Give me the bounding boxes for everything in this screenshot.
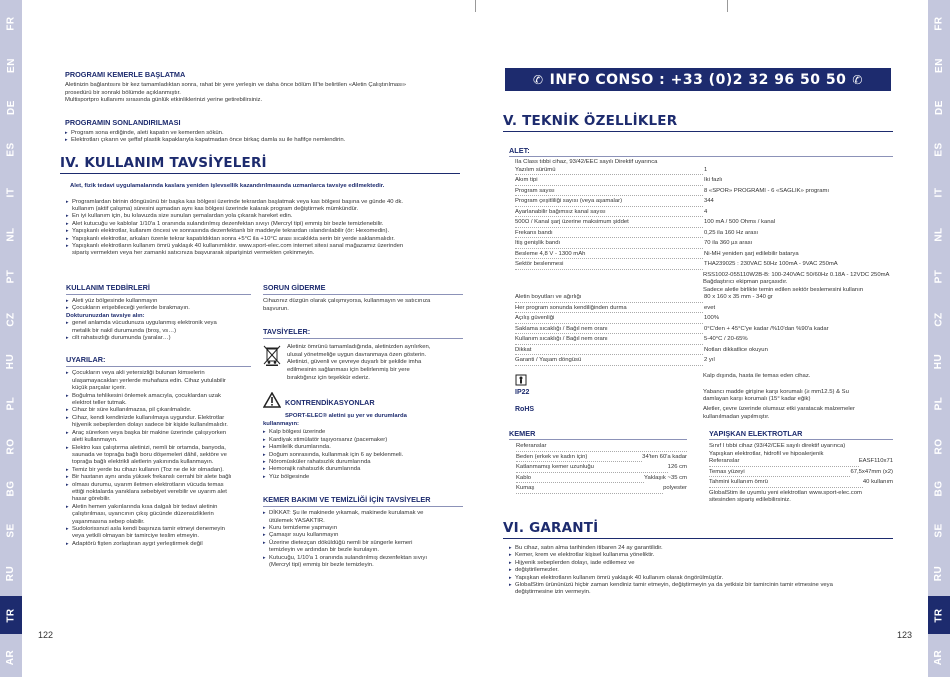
spec-value: İki fazlı [704, 177, 723, 184]
warning-item: ▸ Çocukların veya akli yetersizliği bulunan kimselerin [66, 370, 251, 377]
program-connect-line: prosedürü bir sonraki bölümde açıklanmıştır. [65, 89, 181, 96]
warning-item: ▸ Elektro kas çalıştırma aletinizi, nemli bir ortamda, banyoda, [66, 445, 251, 452]
spec-value: 344 [704, 198, 714, 205]
language-tab-label: NL [5, 227, 17, 242]
section-technical-specs [503, 113, 893, 421]
warning-item: elektrot teller tutmak. [72, 400, 127, 407]
contraindications-title: KONTRENDİKASYONLAR [285, 398, 375, 408]
spec-value: 4 [704, 208, 708, 215]
warning-item: küçük parçalar içerir. [72, 385, 127, 392]
ip22-icon: IP22 [515, 388, 530, 396]
spec-value: 100% [704, 315, 720, 322]
spec-key: Beden (erkek ve kadın için) [516, 454, 642, 463]
restrictions-note-label: Dokturunuzdan tavsiye alın: [66, 312, 145, 319]
language-tab-ru [0, 554, 22, 592]
spec-row [516, 464, 687, 475]
contraindications-subtitle: kullanmayın: [263, 420, 300, 427]
program-end-item: ▸ Program sona erdiğinde, aleti kapatın ve kemerden sökün. [65, 130, 460, 137]
spec-value: 2 yıl [704, 357, 715, 364]
program-connect-line: Aletinizin bağlantısını bir kez tamamladıktan sonra, rahat bir yere yerleşin ve daha önce bölüm III'te belirtilen «Aletin Çalıştırılması» [65, 82, 406, 88]
spec-row [515, 305, 893, 316]
spec-row [515, 315, 893, 326]
usage-advice-item: ▸ Yapışkanlı elektrotların kullanım ömrü yaklaşık 40 kullanımlıktır. www.sport-elec.com internet sitesi sanal mağazamız üzerinden [66, 243, 460, 250]
language-tab-label: DE [5, 100, 17, 116]
spec-value: 1 [704, 166, 708, 173]
warning-item: ▸ Boğulma tehlikesini önlemek amacıyla, çocuklardan uzak [66, 393, 251, 400]
spec-key: Katlanmamış kemer uzunluğu [516, 464, 668, 473]
warning-item: saunada ve toprağa bağlı boru döşemeleri dâhil, sektöre ve [72, 451, 227, 458]
warning-item: toprağa bağlı elektrikli aletlerin yakınında kullanmayın. [72, 459, 214, 466]
spec-key: Frekans bandı [515, 230, 703, 239]
usage-advice-item: ▸ Alet kutucuğu ve kablolar 1/10'a 1 oranında sulandırılmış dezenfektan sıvıyı (Mercryl tipi) emmiş bir bezle temizlenebilir. [66, 221, 460, 228]
top-crop-mark [475, 0, 476, 12]
spec-key: Saklama sıcaklığı / Bağıl nem oranı [515, 326, 703, 335]
spec-row [515, 209, 893, 220]
usage-advice-item: kullanım (aktif çalışma) süresini aşmadan aynı kas bölgesi üzerinde kalarak program değiştirmek mümkündür. [72, 206, 359, 212]
left-column-lower [66, 283, 251, 548]
symbol-desc: damlayan karşı korumalı (15° kadar eğik) [703, 396, 811, 403]
section-guarantee [503, 520, 893, 597]
symbol-desc: Yabancı madde girişine karşı korumalı (≥ mm12.5) & Su [703, 388, 849, 395]
restrictions-note-item: ▸ cilt rahatsızlığı durumunda (yaralar…) [66, 335, 251, 342]
spec-row [515, 230, 893, 241]
spec-key: Ayarlanabilir bağımsız kanal sayısı [515, 209, 703, 218]
phone-icon: ✆ [533, 72, 544, 87]
guarantee-item: ▸ değiştirilemezler. [509, 567, 893, 574]
guarantee-title: VI. GARANTİ [503, 520, 599, 536]
warning-item: ▸ Cihaz bir süre kullanılmazsa, pil çıkarılmalıdır. [66, 407, 251, 414]
electrodes-line: sitesinden sipariş edilebilirsiniz. [709, 497, 791, 504]
language-tab-label: ES [933, 142, 945, 158]
language-tab-nl [0, 216, 22, 254]
language-tab-cz [928, 300, 950, 338]
warnings-title: UYARILAR: [66, 355, 106, 365]
device-title: ALET: [509, 146, 530, 155]
language-tab-label: FR [5, 15, 17, 31]
maintenance-item: ▸ Üzerine dietezçan döküldüğü nemli bir süngerle kemeri [263, 540, 463, 547]
contraindications-subtitle: SPORT-ELEC® aletini şu yer ve durumlarda [285, 413, 407, 420]
usage-advice-intro: Alet, fizik tedavi uygulamalarında kaslara yeniden işlevsellik kazandırılmasında uzmanlarca tavsiye edilmektedir. [70, 183, 385, 189]
language-tab-hu [0, 343, 22, 381]
maintenance-item: ütülemek YASAKTIR. [269, 517, 325, 524]
language-tab-label: PT [5, 269, 17, 284]
spec-value: 5-40°C / 20-65% [704, 336, 748, 343]
spec-row [515, 240, 893, 251]
spec-row [515, 336, 893, 347]
spec-key: Sektör beslenmesi [515, 261, 703, 270]
language-tab-cz [0, 300, 22, 338]
usage-advice-item: sipariş vermekten veya her zamanki satıcınıza başvurarak siparişinizi vermekten çekinmeyin. [72, 250, 315, 257]
contraindication-item: ▸ Kardiyak stimülatör taşıyorsanız (pacemaker) [263, 437, 463, 444]
language-tab-it [928, 173, 950, 211]
restrictions-item: ▸ Çocukların erişebileceği yerlerde bırakmayın. [66, 305, 251, 312]
language-tab-de [928, 89, 950, 127]
maintenance-item: ▸ DİKKAT: Şu ile makinede yıkamak, makinede kurulamak ve [263, 510, 463, 517]
contraindication-item: ▸ Doğum sonrasında, kullanmak için 6 ay beklenmeli. [263, 452, 463, 459]
usage-advice-item: ▸ En iyi kullanım için, bu kılavuzda size sunulan şemalardan yola çıkarak hareket edin. [66, 213, 460, 220]
warning-triangle-icon [263, 392, 285, 413]
language-tabs-right [928, 0, 950, 677]
contraindication-item: ▸ Hamilelik durumlarında. [263, 444, 463, 451]
language-tab-label: EN [933, 57, 945, 73]
language-tab-label: AR [933, 649, 945, 666]
rohs-icon: RoHS [515, 406, 535, 414]
language-tab-label: TR [5, 608, 17, 623]
language-tab-label: HU [933, 353, 945, 370]
spec-value: 0°C'den + 45°C'ye kadar /%10'dan %90'a kadar [704, 325, 829, 332]
language-tab-fr [928, 4, 950, 42]
language-tab-label: PL [933, 396, 945, 411]
troubleshoot-line: başvurun. [263, 305, 289, 312]
electrodes-title: YAPIŞKAN ELEKTROTLAR [709, 429, 803, 438]
language-tab-en [0, 46, 22, 84]
symbol-desc: kullanılmadan yapılmıştır. [703, 413, 770, 420]
electrodes-line: GlobalStim ile uyumlu yeni elektrotları www.sport-elec.com [709, 489, 862, 496]
weee-bin-icon [263, 344, 287, 382]
spec-value: 80 x 160 x 35 mm - 340 gr [704, 294, 773, 301]
spec-key: Dikkat [515, 347, 703, 356]
spec-key: Yazılım sürümü [515, 167, 703, 176]
language-tab-label: RO [5, 438, 17, 455]
program-connect-title: PROGRAMI KEMERLE BAŞLATMA [65, 70, 186, 79]
language-tab-ru [928, 554, 950, 592]
program-end-item: ▸ Elektrotları çıkarın ve şeffaf plastik kapaklarıyla kapatmadan önce birkaç damla su ile hafifçe nemlendirin. [65, 137, 460, 144]
info-conso-banner [505, 68, 891, 91]
recycle-line: ulusal yönetmeliğe uygun davranmaya özen gösterin. [287, 351, 427, 358]
belt-title: KEMER [509, 429, 536, 438]
spec-value: 0,25 ila 160 Hz arası [704, 229, 759, 236]
spec-key: Program çeşitliliği sayısı (veya aşamalar) [515, 198, 703, 207]
language-tab-se [0, 512, 22, 550]
spec-value: 40 kullanım [862, 479, 893, 486]
spec-key: Aletin boyutları ve ağırlığı [515, 294, 703, 303]
info-conso-text: INFO CONSO : +33 (0)2 32 96 50 50 [549, 71, 847, 88]
warning-item: ulaşamayacakları yerlerde muhafaza edin. Cihaz yutulabilir [72, 377, 226, 384]
maintenance-item: ▸ Kutucuğu, 1/10'a 1 oranında sulandırılmış dezenfektan sıvıyı [263, 555, 463, 562]
warning-item: ▸ Adaptörü fişten zorlaştıran aygıt yerleştirmek değil [66, 541, 251, 548]
language-tab-label: CZ [5, 312, 17, 327]
spec-value: polyester [663, 485, 687, 491]
language-tab-label: BG [5, 480, 17, 497]
language-tab-label: FR [933, 15, 945, 31]
spec-value: Notları dikkatlice okuyun [704, 346, 768, 353]
recycle-title: TAVSİYELER: [263, 327, 311, 337]
spec-row [515, 261, 893, 272]
section-program-end [65, 118, 460, 145]
spec-key: Program sayısı [515, 188, 703, 197]
spec-key: Besleme 4,8 V - 1300 mAh [515, 251, 703, 260]
spec-row [709, 469, 893, 480]
warning-item: hijyenik sebeplerden dolayı sadece bir kişide kullanılmalıdır. [72, 422, 228, 429]
page-number-right: 123 [897, 630, 913, 640]
contraindication-item: ▸ Nöromüsküler rahatsızlık durumlarında [263, 459, 463, 466]
language-tab-pl [928, 385, 950, 423]
warning-item: ▸ Aletin hemen yakınlarında kısa dalgalı bir tedavi aletinin [66, 504, 251, 511]
guarantee-item: değiştirmesine izin vermeyin. [515, 589, 591, 596]
supply-extra-line: RSS1002-055110W2B-B: 100-240VAC 50/60Hz 0.18A - 12VDC 250mA [703, 271, 890, 278]
supply-extra-line: Bağdaştırıcı ekipman parçasıdır. [703, 279, 788, 286]
spec-key: Temas yüzeyi [709, 469, 850, 478]
language-tab-label: CZ [933, 312, 945, 327]
spec-value: 100 mA / 500 Ohms / kanal [704, 219, 776, 226]
left-page-right-column [263, 283, 463, 569]
technical-specs-title: V. TEKNİK ÖZELLİKLER [503, 113, 678, 129]
spec-key: Referanslar [516, 443, 687, 452]
language-tab-label: IT [933, 187, 945, 198]
language-tab-label: HU [5, 353, 17, 370]
spec-key: Kumaş [516, 485, 663, 494]
warning-item: ▸ Temiz bir yerde bu cihazı kullanın (Toz ne de kir olmadan). [66, 467, 251, 474]
guarantee-item: ▸ Hijyenik sebeplerden dolayı, iade edilemez ve [509, 560, 893, 567]
spec-value: evet [704, 304, 716, 311]
spec-key: Açılış güvenliği [515, 315, 703, 324]
language-tab-ar [0, 639, 22, 677]
usage-advice-item: ▸ Programlardan birinin döngüsünü bir başka kas bölgesi üzerinde tekrardan başlatmak veya kas bölgesi başına ve günde 40 dk. [66, 199, 460, 206]
language-tab-hu [928, 343, 950, 381]
language-tabs-left [0, 0, 22, 677]
contraindication-item: ▸ Yüz bölgesinde [263, 474, 463, 481]
language-tab-label: RU [5, 565, 17, 581]
recycle-line: bıraktığınız için teşekkür ederiz. [287, 374, 370, 381]
spec-value: 67,5x47mm (x2) [850, 468, 893, 475]
language-tab-bg [0, 469, 22, 507]
warning-item: yaşanmasına sebep olabilir. [72, 518, 145, 525]
spec-row [515, 167, 893, 178]
usage-advice-title: IV. KULLANIM TAVSİYELERİ [60, 155, 267, 171]
language-tab-label: PT [933, 269, 945, 284]
maintenance-title: KEMER BAKIMI VE TEMİZLİĞİ İÇİN TAVSİYELER [263, 495, 431, 505]
spec-key: Garanti / Yaşam döngüsü [515, 357, 703, 366]
program-end-title: PROGRAMIN SONLANDIRILMASI [65, 118, 181, 127]
language-tab-se [928, 512, 950, 550]
program-connect-line: Multisportpro kullanımı sırasında günlük etkinliklerinizi yerine getirebilirsiniz. [65, 97, 263, 104]
maintenance-item: (Mercryl tipi) emmiş bir bezle temizleyin. [269, 562, 374, 569]
phone-icon: ✆ [852, 72, 863, 87]
spec-row [515, 198, 893, 209]
top-crop-mark [727, 0, 728, 12]
spec-value: EASF110x71 [858, 458, 893, 465]
spec-key: Kullanım sıcaklığı / Bağıl nem oranı [515, 336, 703, 345]
page-number-left: 122 [38, 630, 54, 640]
maintenance-item: ▸ Kuru temizleme yapmayın [263, 525, 463, 532]
language-tab-label: SE [5, 523, 17, 538]
spec-row [709, 458, 893, 469]
guarantee-item: ▸ Yapışkan elektrotların kullanım ömrü yaklaşık 40 kullanım olarak öngörülmüştür. [509, 575, 893, 582]
language-tab-label: DE [933, 100, 945, 116]
restrictions-note-item: metalik bir nakil durumunda (broş, vs…) [72, 327, 177, 334]
guarantee-item: ▸ GlobalStim ürününüzü hiçbir zaman kendiniz tamir etmeyin, değiştirmeyin ya da yetkisiz bir tamircinin tamir etmesine veya [509, 582, 893, 589]
language-tab-label: AR [5, 649, 17, 666]
language-tab-nl [928, 216, 950, 254]
warning-item: ▸ Araç sürerken veya başka bir makine üzerinde çalışıyorken [66, 430, 251, 437]
restrictions-note-item: ▸ genel anlamda vücudunuza uygulanmış elektronik veya [66, 320, 251, 327]
language-tab-tr [928, 596, 950, 634]
recycle-line: edilmesinin sağlanması için belirlenmiş bir yere [287, 366, 410, 373]
spec-row [516, 485, 687, 496]
warning-item: çalıştırılması, uyarıcının çıkış gücünde düzensizliklerin [72, 511, 214, 518]
spec-value: 8 «SPOR» PROGRAMI - 6 «SAĞLIK» programı [704, 187, 830, 194]
spec-key: Kablo [516, 475, 644, 484]
symbol-desc: Aletler, çevre üzerinde olumsuz etki yaratacak malzemeler [703, 406, 855, 413]
spec-key: Referanslar [709, 458, 859, 467]
language-tab-en [928, 46, 950, 84]
language-tab-de [0, 89, 22, 127]
language-tab-bg [928, 469, 950, 507]
warning-item: ettiği noktalarda yanıklara sebebiyet verebilir ve uyarım alet [72, 488, 227, 495]
restrictions-item: ▸ Aleti yüz bölgesinde kullanmayın [66, 298, 251, 305]
troubleshoot-title: SORUN GİDERME [263, 283, 326, 292]
language-tab-label: SE [933, 523, 945, 538]
language-tab-es [0, 131, 22, 169]
language-tab-label: PL [5, 396, 17, 411]
supply-extra-line: Sadece aletle birlikte temin edilen sektör beslemesini kullanın [703, 286, 864, 293]
language-tab-pl [0, 385, 22, 423]
section-belt [509, 429, 687, 496]
spec-row [515, 188, 893, 199]
guarantee-item: ▸ Bu cihaz, satın alma tarihinden itibaren 24 ay garantilidir. [509, 545, 893, 552]
section-usage-advice [60, 155, 460, 258]
section-program-connect [65, 70, 460, 105]
language-tab-label: EN [5, 57, 17, 73]
warning-item: hasar görebilir. [72, 496, 111, 503]
spec-row [515, 219, 893, 230]
section-electrodes [709, 429, 893, 505]
contraindication-item: ▸ Hemorajik rahatsızlık durumlarında [263, 466, 463, 473]
symbol-desc: Kalp dışında, hasta ile temas eden cihaz. [703, 372, 811, 379]
warning-item: aleti kullanmayın. [72, 437, 118, 444]
language-tab-fr [0, 4, 22, 42]
spec-key: İtiş genişlik bandı [515, 240, 703, 249]
spec-row [709, 479, 893, 490]
spec-row [515, 251, 893, 262]
language-tab-ro [928, 427, 950, 465]
language-tab-label: BG [933, 480, 945, 497]
troubleshoot-line: Cihazınız düzgün olarak çalışmıyorsa, kullanmayın ve satıcınıza [263, 298, 431, 304]
restrictions-title: KULLANIM TEDBİRLERİ [66, 283, 150, 292]
usage-advice-item: ▸ Yapışkanlı elektrotlar, arkaları özenle tekrar kapatıldıktan sonra +5°C ila +10°C arası sıcaklıkta serin bir yerde saklanmalıdır. [66, 236, 460, 243]
spec-key: Her program sonunda kendiliğinden durma [515, 305, 703, 314]
spec-row [516, 443, 687, 454]
language-tab-label: RO [933, 438, 945, 455]
device-intro: IIa Class tıbbi cihaz, 93/42/EEC sayılı Direktif uyarınca [515, 159, 658, 165]
language-tab-label: IT [5, 187, 17, 198]
language-tab-tr [0, 596, 22, 634]
spec-key: 500Ω / Kanal şarj üzerine maksimum şiddet [515, 219, 703, 228]
maintenance-item: temizleyin ve ardından bir bezle kurulayın. [269, 547, 380, 554]
spec-key: Akım tipi [515, 177, 703, 186]
spec-row [516, 475, 687, 486]
usage-advice-item: ▸ Yapışkanlı elektrotlar, kullanım öncesi ve sonrasında dezenfektanlı bir maddeyle tekrardan ıslandırılabilir (ör: Hexomedin). [66, 228, 460, 235]
spec-key: Tahmini kullanım ömrü [709, 479, 863, 488]
language-tab-label: RU [933, 565, 945, 581]
spec-value: 70 ila 360 µs arası [704, 240, 753, 247]
spec-row [515, 294, 893, 305]
language-tab-ro [0, 427, 22, 465]
spec-row [515, 177, 893, 188]
language-tab-label: TR [933, 608, 945, 623]
electrodes-line: Yapışkan elektrotlar, hidrofil ve hipoalerjenik [709, 450, 824, 457]
language-tab-pt [0, 258, 22, 296]
spec-row [516, 454, 687, 465]
maintenance-item: ▸ Çamaşır suyu kullanmayın [263, 532, 463, 539]
electrodes-line: Sınıf I tıbbi cihaz (93/42/CEE sayılı direktif uyarınca) [709, 443, 846, 449]
warning-item: ▸ Cihaz, kendi kendinizde kullanılmaya uygundur. Elektrotlar [66, 415, 251, 422]
warning-item: ▸ Bir hastanın aynı anda yüksek frekanslı cerrahi bir alete bağlı [66, 474, 251, 481]
language-tab-pt [928, 258, 950, 296]
spec-row [515, 326, 893, 337]
recycle-line: Aletinizi, güvenli ve çevreye duyarlı bir şekilde imha [287, 359, 422, 366]
guarantee-item: ▸ Kemer, krem ve elektrotlar kişisel kullanıma yöneliktir. [509, 552, 893, 559]
spec-value: 126 cm [667, 464, 687, 470]
language-tab-label: ES [5, 142, 17, 158]
spec-value: 34'ten 60'a kadar [642, 453, 687, 460]
language-tab-it [0, 173, 22, 211]
warning-item: ▸ Sudolorissnızi asla kendi başınıza tamir etmeyi denemeyin [66, 526, 251, 533]
spec-value: Yaklaşık ~35 cm [644, 474, 687, 481]
spec-value: Ni-MH yeniden şarj edilebilir batarya [704, 250, 799, 257]
contraindication-item: ▸ Kalp bölgesi üzerinde [263, 429, 463, 436]
language-tab-es [928, 131, 950, 169]
warning-item: veya yetkili olmayan bir tamirciye teslim etmeyin. [72, 533, 200, 540]
language-tab-label: NL [933, 227, 945, 242]
spec-row [515, 357, 893, 368]
language-tab-ar [928, 639, 950, 677]
recycle-line: Aletiniz ömrünü tamamladığında, aletinizden ayrılırken, [287, 344, 431, 351]
spec-row [515, 347, 893, 358]
spec-value: THA239025 : 230VAC 50Hz 100mA - 9VAC 250mA [704, 261, 838, 268]
warning-item: ▸ olması durumu, uyarım iletmen elektrotların vücuda temas [66, 482, 251, 489]
